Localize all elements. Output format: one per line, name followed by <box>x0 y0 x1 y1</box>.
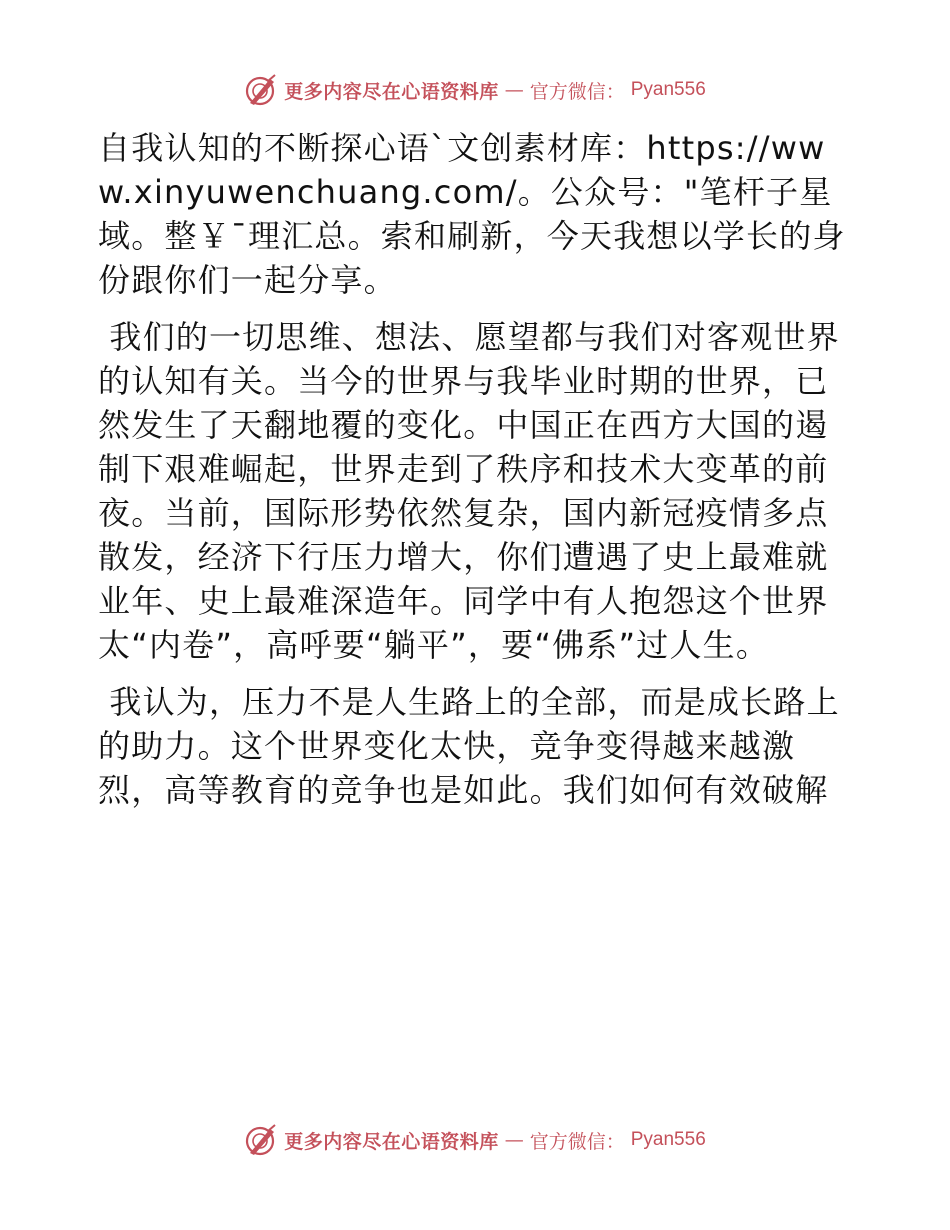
paragraph-1: 自我认知的不断探心语`文创素材库：https://www.xinyuwenchuang.com/。公众号："笔杆子星域。整￥¯理汇总。索和刷新，今天我想以学长的身份跟你们一起分享。 <box>98 129 846 299</box>
header-watermark <box>0 70 950 110</box>
watermark-wechat-id: Pyan556 <box>630 1129 706 1150</box>
watermark-dash: — <box>504 79 524 101</box>
watermark-official-label: 官方微信： <box>529 80 625 103</box>
document-body <box>98 126 850 825</box>
watermark-official-label: 官方微信： <box>529 1130 625 1153</box>
paragraph-3: 我认为，压力不是人生路上的全部，而是成长路上的助力。这个世界变化太快，竞争变得越来越激烈，高等教育的竞争也是如此。我们如何有效破解 <box>98 683 840 809</box>
watermark-text: 更多内容尽在心语资料库 <box>284 1130 499 1153</box>
paragraph-2: 我们的一切思维、想法、愿望都与我们对客观世界的认知有关。当今的世界与我毕业时期的世界，已然发生了天翻地覆的变化。中国正在西方大国的遏制下艰难崛起，世界走到了秩序和技术大变革的前夜。当前，国际形势依然复杂，国内新冠疫情多点散发，经济下行压力增大，你们遭遇了史上最难就业年、史上最难深造年。同学中有人抱怨这个世界太“内卷”，高呼要“躺平”，要“佛系”过人生。 <box>98 318 840 664</box>
quill-logo-icon <box>244 73 278 107</box>
quill-logo-icon <box>244 1123 278 1157</box>
watermark-dash: — <box>504 1129 524 1151</box>
watermark-text: 更多内容尽在心语资料库 <box>284 80 499 103</box>
watermark-wechat-id: Pyan556 <box>630 79 706 100</box>
footer-watermark <box>0 1120 950 1160</box>
